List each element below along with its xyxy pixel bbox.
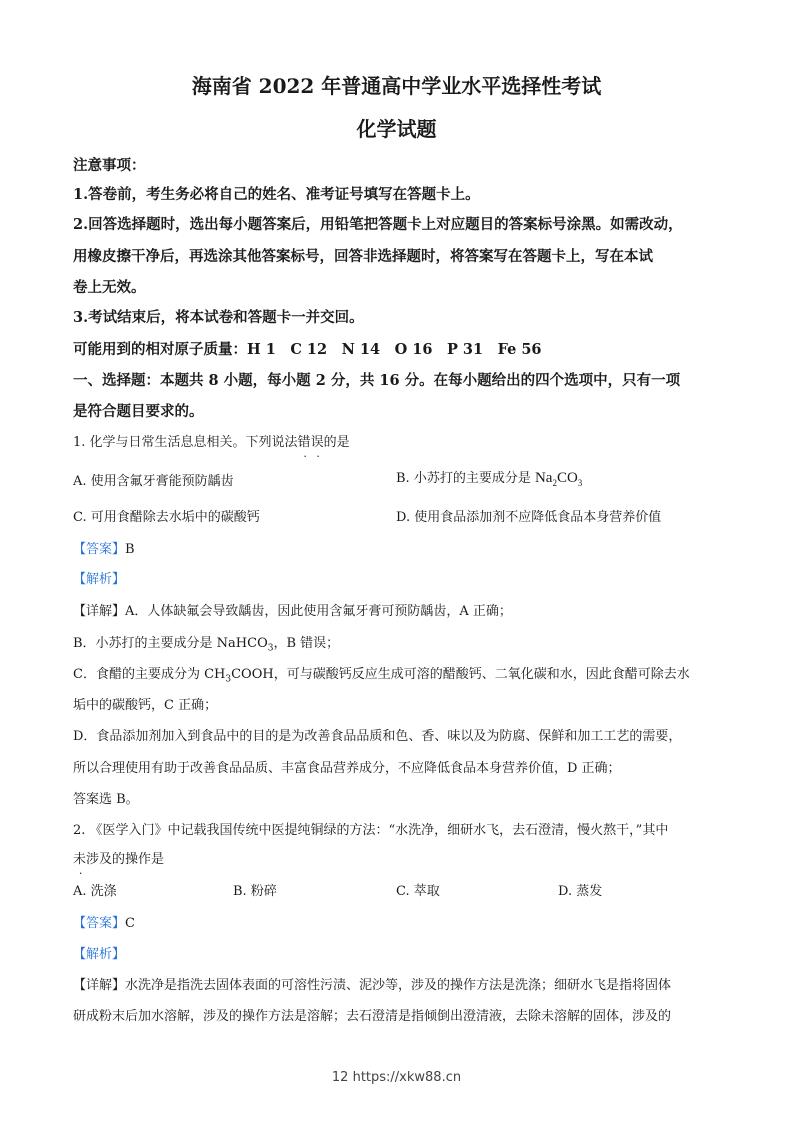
question-2-stem-line-2: 未涉及的操作是: [73, 852, 165, 867]
section-1-heading-line-2: 是符合题目要求的。: [73, 403, 204, 420]
section-1-heading-line-1: 一、选择题：本题共 8 小题，每小题 2 分，共 16 分。在每小题给出的四个选项中，只有一项: [73, 372, 681, 389]
notice-heading: 注意事项：: [73, 157, 146, 174]
question-2-answer: 【答案】C: [73, 916, 135, 931]
question-1-detail-b: B．小苏打的主要成分是 NaHCO$_3$，B 错误；: [73, 636, 340, 654]
notice-item-2-line-1: 2.回答选择题时，选出每小题答案后，用铅笔把答题卡上对应题目的答案标号涂黑。如需改动，: [73, 216, 683, 233]
emphasis-char: 错: [297, 435, 311, 450]
question-1-option-c: C. 可用食醋除去水垢中的碳酸钙: [73, 510, 260, 525]
emphasis-char: 未: [73, 852, 87, 867]
question-1-detail-c-line-2: 垢中的碳酸钙，C 正确；: [73, 698, 218, 713]
question-1-answer: 【答案】B: [73, 542, 135, 557]
question-2-option-c: C. 萃取: [396, 884, 440, 899]
question-2-option-a: A. 洗涤: [73, 884, 117, 899]
answer-tag: 【答案】: [73, 916, 126, 931]
answer-tag: 【答案】: [73, 542, 126, 557]
question-1-detail-c-line-1: C．食醋的主要成分为 $CH_3COOH$，可与碳酸钙反应生成可溶的醋酸钙、二氧化碳和水，因此食醋可除去水: [73, 667, 690, 685]
question-1-detail-a: 【详解】A．人体缺氟会导致龋齿，因此使用含氟牙膏可预防龋齿，A 正确；: [73, 604, 512, 619]
notice-item-2-line-2: 用橡皮擦干净后，再选涂其他答案标号，回答非选择题时，将答案写在答题卡上，写在本试: [73, 248, 653, 265]
question-2-option-d: D. 蒸发: [558, 884, 603, 899]
question-1-option-b: B. 小苏打的主要成分是 $Na_2CO_3$: [396, 470, 583, 488]
page-title: 海南省 2022 年普通高中学业水平选择性考试: [191, 74, 602, 98]
question-1-detail-d-line-2: 所以合理使用有助于改善食品品质、丰富食品营养成分，不应降低食品本身营养价值，D 正确；: [73, 761, 621, 776]
question-1-detail-d-line-1: D．食品添加剂加入到食品中的目的是为改善食品品质和色、香、味以及为防腐、保鲜和加工工艺的需要，: [73, 729, 682, 744]
notice-item-2-line-3: 卷上无效。: [73, 279, 146, 296]
notice-item-3: 3.考试结束后，将本试卷和答题卡一并交回。: [73, 309, 364, 326]
page-subtitle: 化学试题: [356, 117, 437, 141]
question-2-analysis-tag: 【解析】: [73, 947, 126, 962]
emphasis-char: 误: [310, 435, 324, 450]
question-1-stem: 1. 化学与日常生活息息相关。下列说法错误的是: [73, 435, 350, 450]
question-1-option-d: D. 使用食品添加剂不应降低食品本身营养价值: [396, 510, 662, 525]
question-2-detail-line-2: 研成粉末后加水溶解，涉及的操作方法是溶解；去石澄清是指倾倒出澄清液，去除未溶解的固体，涉及的: [73, 1009, 672, 1024]
question-1-analysis-tag: 【解析】: [73, 572, 126, 587]
question-2-option-b: B. 粉碎: [233, 884, 277, 899]
atomic-mass-line: 可能用到的相对原子质量：H 1 C 12 N 14 O 16 P 31 Fe 56: [73, 341, 542, 358]
notice-item-1: 1.答卷前，考生务必将自己的姓名、准考证号填写在答题卡上。: [73, 186, 480, 203]
question-2-detail-line-1: 【详解】水洗净是指洗去固体表面的可溶性污渍、泥沙等，涉及的操作方法是洗涤；细研水飞是指将固体: [73, 978, 672, 993]
page-footer: 12 https://xkw88.cn: [331, 1070, 462, 1085]
question-1-option-a: A. 使用含氟牙膏能预防龋齿: [73, 474, 234, 489]
question-2-stem-line-1: 2. 《医学入门》中记载我国传统中医提纯铜绿的方法：“水洗净，细研水飞，去石澄清，慢火熬干，”其中: [73, 823, 669, 838]
question-1-conclusion: 答案选 B。: [73, 792, 139, 807]
